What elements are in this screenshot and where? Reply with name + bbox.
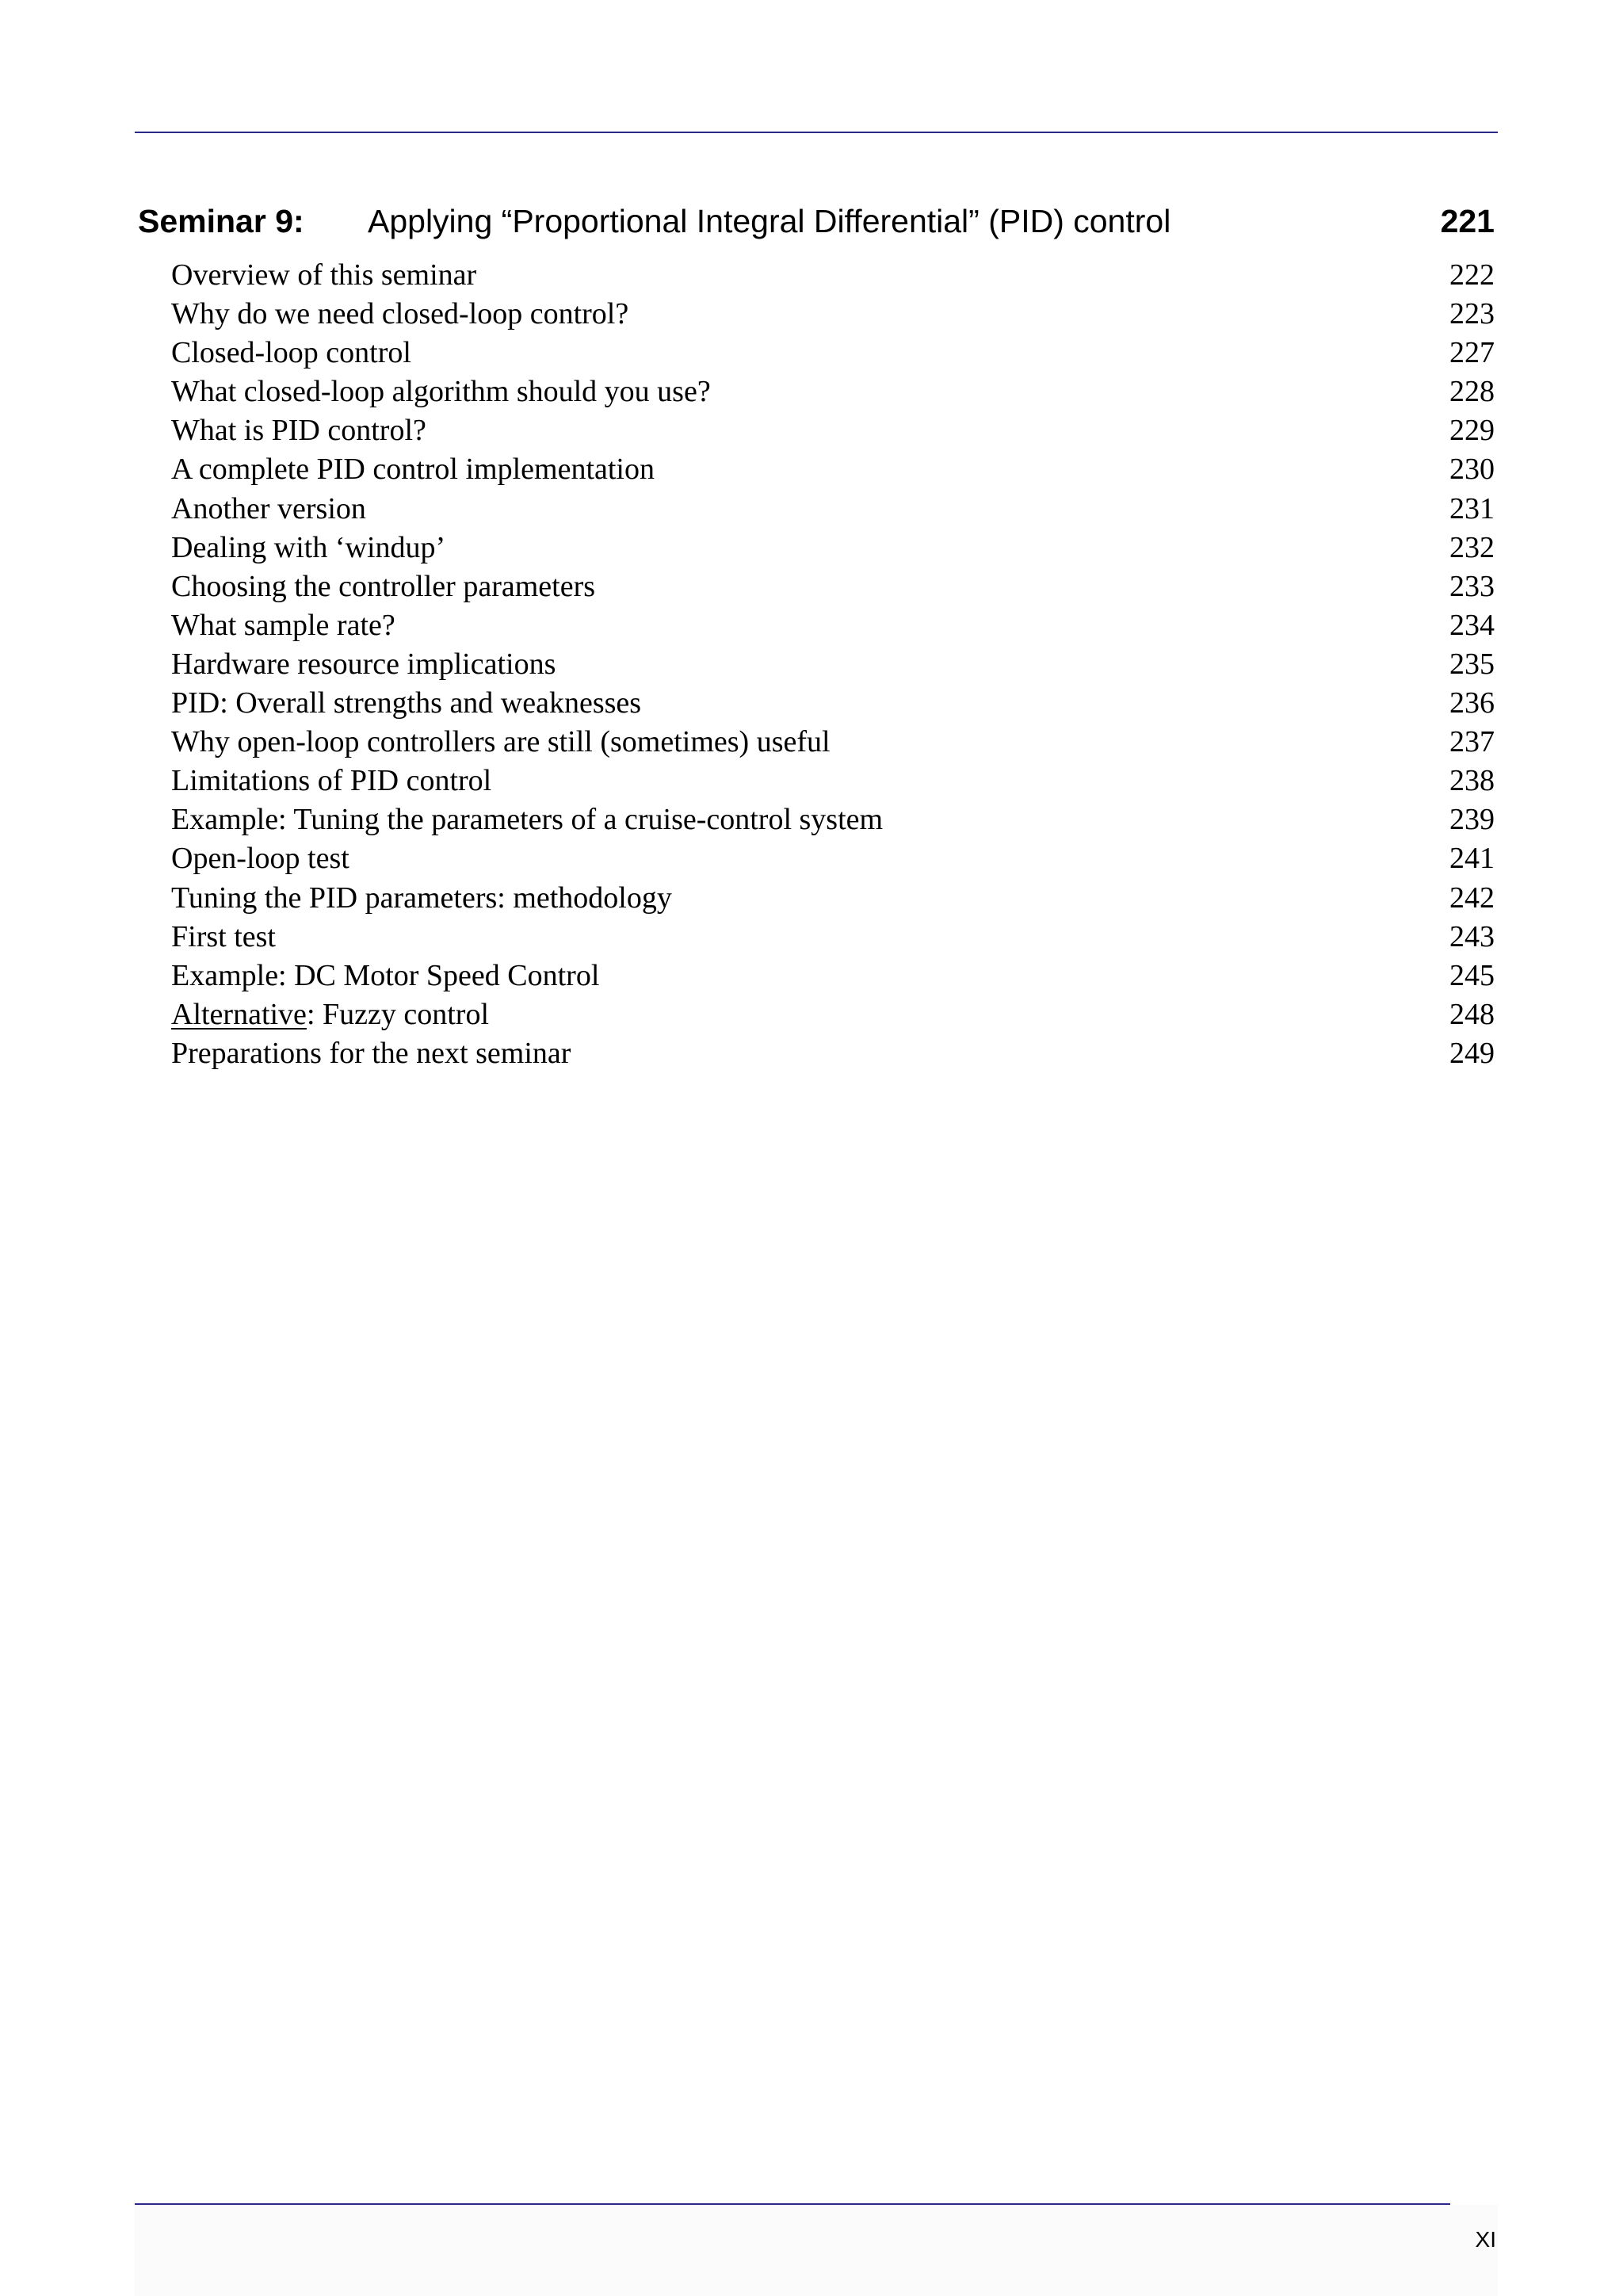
- toc-entry-title: Preparations for the next seminar: [171, 1036, 571, 1070]
- toc-entry: [171, 645, 1495, 684]
- toc-entry-page: 223: [1449, 297, 1495, 331]
- toc-entry-page: 227: [1449, 336, 1495, 370]
- toc-entry-page: 232: [1449, 530, 1495, 564]
- toc-entry: [171, 606, 1495, 645]
- toc-entry-title: PID: Overall strengths and weaknesses: [171, 686, 642, 720]
- toc-entry-page: 242: [1449, 881, 1495, 915]
- toc-list: [171, 256, 1495, 1073]
- toc-entry-page: 249: [1449, 1036, 1495, 1070]
- toc-entry-title: Tuning the PID parameters: methodology: [171, 881, 672, 915]
- toc-entry-title: Open-loop test: [171, 842, 349, 876]
- toc-entry: [171, 762, 1495, 800]
- toc-entry-emphasis: Alternative: [171, 997, 307, 1031]
- toc-entry-title: What sample rate?: [171, 608, 395, 642]
- toc-entry-title: What is PID control?: [171, 414, 426, 448]
- toc-entry-title: Limitations of PID control: [171, 764, 492, 798]
- toc-entry: [171, 839, 1495, 878]
- toc-entry-page: 243: [1449, 919, 1495, 953]
- toc-entry-page: 241: [1449, 842, 1495, 876]
- toc-entry-page: 236: [1449, 686, 1495, 720]
- toc-entry-title: Example: DC Motor Speed Control: [171, 958, 600, 992]
- toc-entry-title: Overview of this seminar: [171, 258, 477, 292]
- toc-entry-page: 248: [1449, 997, 1495, 1031]
- toc-entry-page: 235: [1449, 647, 1495, 681]
- toc-entry-title: Why do we need closed-loop control?: [171, 297, 629, 331]
- toc-entry-title: First test: [171, 919, 276, 953]
- toc-entry-page: 239: [1449, 803, 1495, 837]
- toc-entry-page: 222: [1449, 258, 1495, 292]
- toc-entry-page: 234: [1449, 608, 1495, 642]
- toc-entry: [171, 1034, 1495, 1073]
- chapter-heading: [138, 198, 1495, 244]
- toc-entry: [171, 529, 1495, 567]
- toc-entry-title-group: [171, 995, 489, 1034]
- toc-entry-title: What closed-loop algorithm should you use?: [171, 375, 711, 409]
- toc-entry: [171, 957, 1495, 995]
- toc-entry-page: 228: [1449, 375, 1495, 409]
- toc-entry: [171, 723, 1495, 762]
- toc-entry-page: 238: [1449, 764, 1495, 798]
- toc-entry-page: 233: [1449, 569, 1495, 603]
- chapter-title: Applying “Proportional Integral Differential” (PID) control: [368, 203, 1171, 239]
- toc-entry-title: Why open-loop controllers are still (sometimes) useful: [171, 725, 831, 759]
- toc-entry: [171, 879, 1495, 918]
- chapter-page: 221: [1440, 203, 1495, 239]
- chapter-number: Seminar 9:: [138, 203, 304, 239]
- toc-entry-page: 245: [1449, 958, 1495, 992]
- toc-entry-page: 230: [1449, 453, 1495, 487]
- toc-entry-title: Dealing with ‘windup’: [171, 530, 446, 564]
- toc-entry: [171, 918, 1495, 957]
- toc-entry: [171, 567, 1495, 606]
- toc-entry-title: Choosing the controller parameters: [171, 569, 596, 603]
- footer-rule: [135, 2203, 1450, 2205]
- toc-entry-title: Hardware resource implications: [171, 647, 556, 681]
- toc-entry-title: Closed-loop control: [171, 336, 411, 370]
- toc-entry-page: 231: [1449, 491, 1495, 525]
- page-number: XI: [1475, 2227, 1496, 2252]
- toc-entry: [171, 684, 1495, 723]
- toc-entry: [171, 256, 1495, 295]
- toc-entry-page: 229: [1449, 414, 1495, 448]
- header-rule: [135, 132, 1498, 133]
- toc-entry: [171, 800, 1495, 839]
- footer-band: [135, 2205, 1498, 2296]
- toc-entry-title: A complete PID control implementation: [171, 453, 655, 487]
- toc-entry-title: Example: Tuning the parameters of a cruise-control system: [171, 803, 884, 837]
- toc-entry: [171, 411, 1495, 450]
- toc-entry: [171, 450, 1495, 489]
- toc-entry: [171, 334, 1495, 372]
- toc-entry-title: : Fuzzy control: [306, 997, 489, 1031]
- toc-entry: [171, 372, 1495, 411]
- toc-entry: [171, 490, 1495, 529]
- toc-entry: [171, 995, 1495, 1034]
- toc-entry: [171, 295, 1495, 334]
- toc-entry-page: 237: [1449, 725, 1495, 759]
- toc-entry-title: Another version: [171, 491, 366, 525]
